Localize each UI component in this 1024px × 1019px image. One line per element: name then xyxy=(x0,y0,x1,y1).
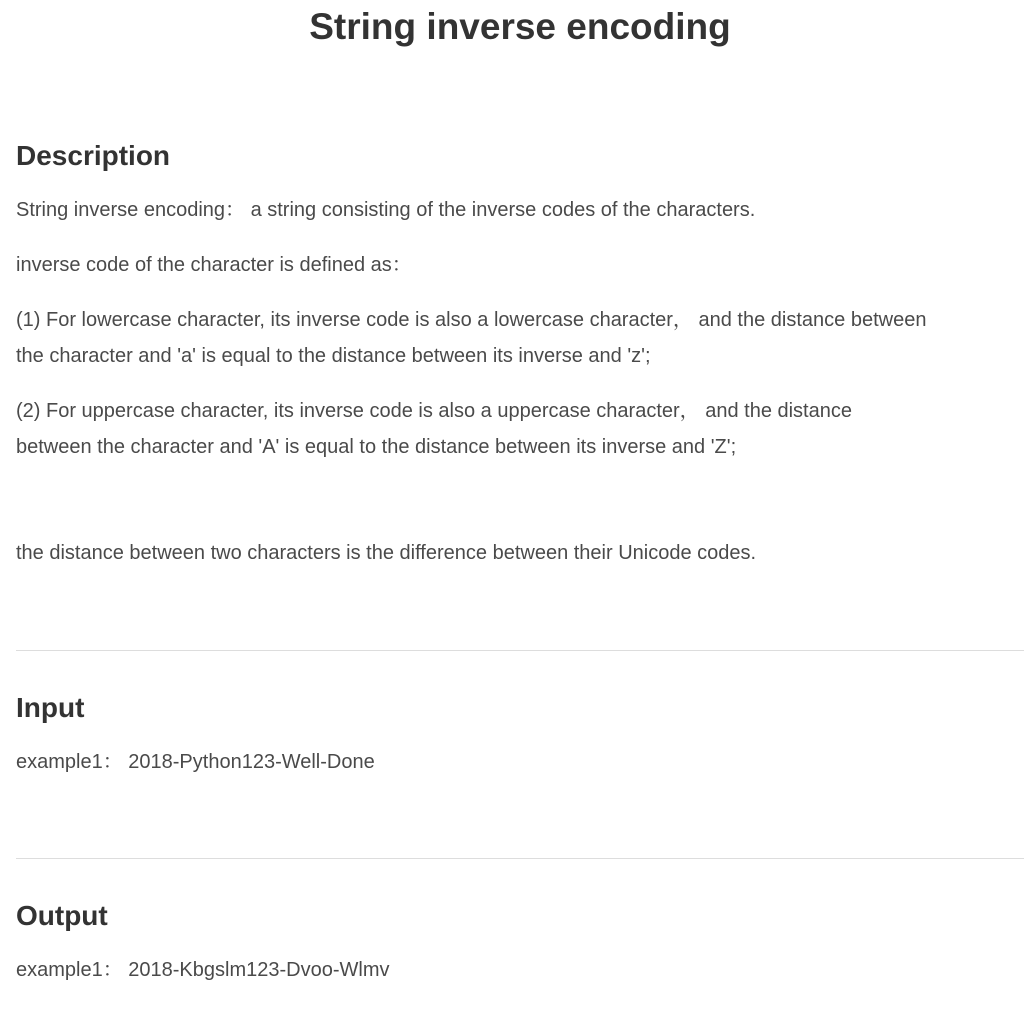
output-example: example1： 2018-Kbgslm123-Dvoo-Wlmv xyxy=(16,959,390,981)
output-heading: Output xyxy=(16,900,108,931)
rule-1-line-2: the character and 'a' is equal to the distance between its inverse and 'z'; xyxy=(16,345,651,367)
rule-2-line-2: between the character and 'A' is equal to the distance between its inverse and 'Z'; xyxy=(16,436,737,458)
distance-note: the distance between two characters is the difference between their Unicode codes. xyxy=(16,542,757,564)
description-line-1: String inverse encoding： a string consisting of the inverse codes of the characters. xyxy=(16,199,756,221)
input-example: example1： 2018-Python123-Well-Done xyxy=(16,751,375,773)
description-line-2: inverse code of the character is defined as： xyxy=(16,254,412,276)
rule-1-line-1: (1) For lowercase character, its inverse code is also a lowercase character， and the distance between xyxy=(16,309,927,331)
input-heading: Input xyxy=(16,692,85,723)
section-divider xyxy=(16,650,1024,651)
rule-2-line-1: (2) For uppercase character, its inverse code is also a uppercase character， and the distance xyxy=(16,400,852,422)
page-title: String inverse encoding xyxy=(309,6,731,47)
description-heading: Description xyxy=(16,140,171,171)
section-divider xyxy=(16,858,1024,859)
